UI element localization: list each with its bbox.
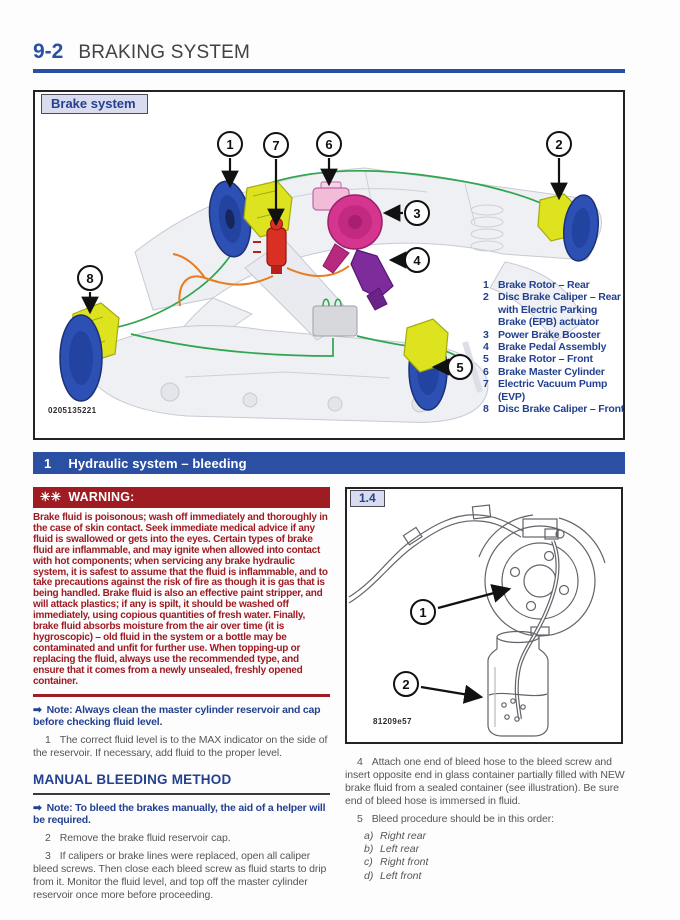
note-helper: ➡ Note: To bleed the brakes manually, the aid of a helper will be required.	[33, 801, 326, 827]
legend-item: 4 Brake Pedal Assembly	[483, 341, 607, 354]
legend-item: 8 Disc Brake Caliper – Front	[483, 403, 625, 416]
callout-8: 8	[77, 265, 103, 291]
callout-2: 2	[546, 131, 572, 157]
bleed-illustration	[347, 489, 621, 742]
figure-code: 0205135221	[48, 406, 97, 415]
bleed-order-item: b) Left rear	[364, 843, 420, 856]
figure-legend	[483, 279, 625, 415]
section-number: 1	[44, 455, 52, 471]
callout-1: 1	[217, 131, 243, 157]
bleed-order-list	[345, 830, 625, 883]
bleed-callout-2: 2	[393, 671, 419, 697]
brake-system-figure	[33, 90, 625, 440]
warning-header	[33, 487, 330, 508]
section-title: Hydraulic system – bleeding	[68, 455, 247, 471]
warning-label: WARNING:	[68, 490, 135, 504]
bleed-figure	[345, 487, 623, 744]
legend-item: 3 Power Brake Booster	[483, 328, 601, 341]
header-rule	[33, 69, 625, 73]
callout-5: 5	[447, 354, 473, 380]
manual-bleeding-heading: MANUAL BLEEDING METHOD	[33, 771, 232, 787]
warning-rule	[33, 694, 330, 697]
legend-item: 7 Electric Vacuum Pump (EVP)	[483, 378, 608, 403]
warning-text: Brake fluid is poisonous; wash off immediately and thoroughly in the case of skin contact. Seek immediate medical advice if any fluid is swallowed or gets into the eyes. Certain types of brake fluid are inflammable, and may ignite when allowed into contact with hot components; when servicing any brake hydraulic system, it is safest to assume that the fluid is inflammable, and to take precautions against the risk of fire as though it is gas that is being handled. Brake fluid is also an effective paint stripper, and will attack plastics; if any is spilt, it should be washed off immediately, using copious quantities of fresh water. Finally, brake fluid absorbs moisture from the air over time (it is hygroscopic) – old fluid in the system or a bottle may be contaminated and unfit for further use. When topping-up or replacing the fluid, always use the recommended type, and ensure that it comes from a newly unsealed, freshly opened container.	[33, 512, 328, 687]
figure-title-box: 1.4	[350, 490, 385, 507]
callout-6: 6	[316, 131, 342, 157]
right-column	[345, 487, 625, 883]
warning-asterisk-icon: ✳✳	[40, 490, 62, 504]
note-arrow-icon: ➡	[33, 703, 42, 716]
note-arrow-icon: ➡	[33, 801, 42, 814]
legend-item: 1 Brake Rotor – Rear	[483, 279, 590, 291]
legend-item: 2 Disc Brake Caliper – Rear with Electric Parking Brake (EPB) actuator	[483, 291, 621, 329]
step-5: 5 Bleed procedure should be in this order:	[357, 813, 554, 825]
page-header	[33, 40, 250, 64]
figure-title-box: Brake system	[41, 94, 148, 114]
callout-7: 7	[263, 132, 289, 158]
page-number: 9-2	[33, 40, 64, 63]
callout-3: 3	[404, 200, 430, 226]
step-1: 1 The correct fluid level is to the MAX indicator on the side of the reservoir. If necessary, add fluid to the proper level.	[33, 733, 328, 759]
note-clean-reservoir: ➡ Note: Always clean the master cylinder reservoir and cap before checking fluid level.	[33, 703, 321, 729]
step-3: 3 If calipers or brake lines were replaced, open all caliper bleed screws. Then close each bleed screw as fluid starts to drip from it. Monitor the fluid level, and top off the master cylinder reservoir once more before proceeding.	[33, 849, 327, 901]
bleed-order-item: a) Right rear	[364, 830, 427, 842]
step-4: 4 Attach one end of bleed hose to the bleed screw and insert opposite end in glass container partially filled with NEW brake fluid from a sealed container (see illustration). Be sure end of bleed hose is immersed in fluid.	[345, 756, 625, 807]
bleed-callout-1: 1	[410, 599, 436, 625]
step-2: 2 Remove the brake fluid reservoir cap.	[45, 831, 231, 844]
left-column	[33, 487, 330, 902]
legend-item: 5 Brake Rotor – Front	[483, 353, 593, 366]
bleed-order-item: d) Left front	[364, 869, 422, 882]
bleed-order-item: c) Right front	[364, 856, 429, 869]
heading-rule	[33, 793, 330, 795]
callout-4: 4	[404, 247, 430, 273]
section-header	[33, 452, 625, 474]
page-title: BRAKING SYSTEM	[78, 42, 251, 63]
figure-code: 81209e57	[373, 717, 412, 726]
legend-item: 6 Brake Master Cylinder	[483, 365, 605, 378]
